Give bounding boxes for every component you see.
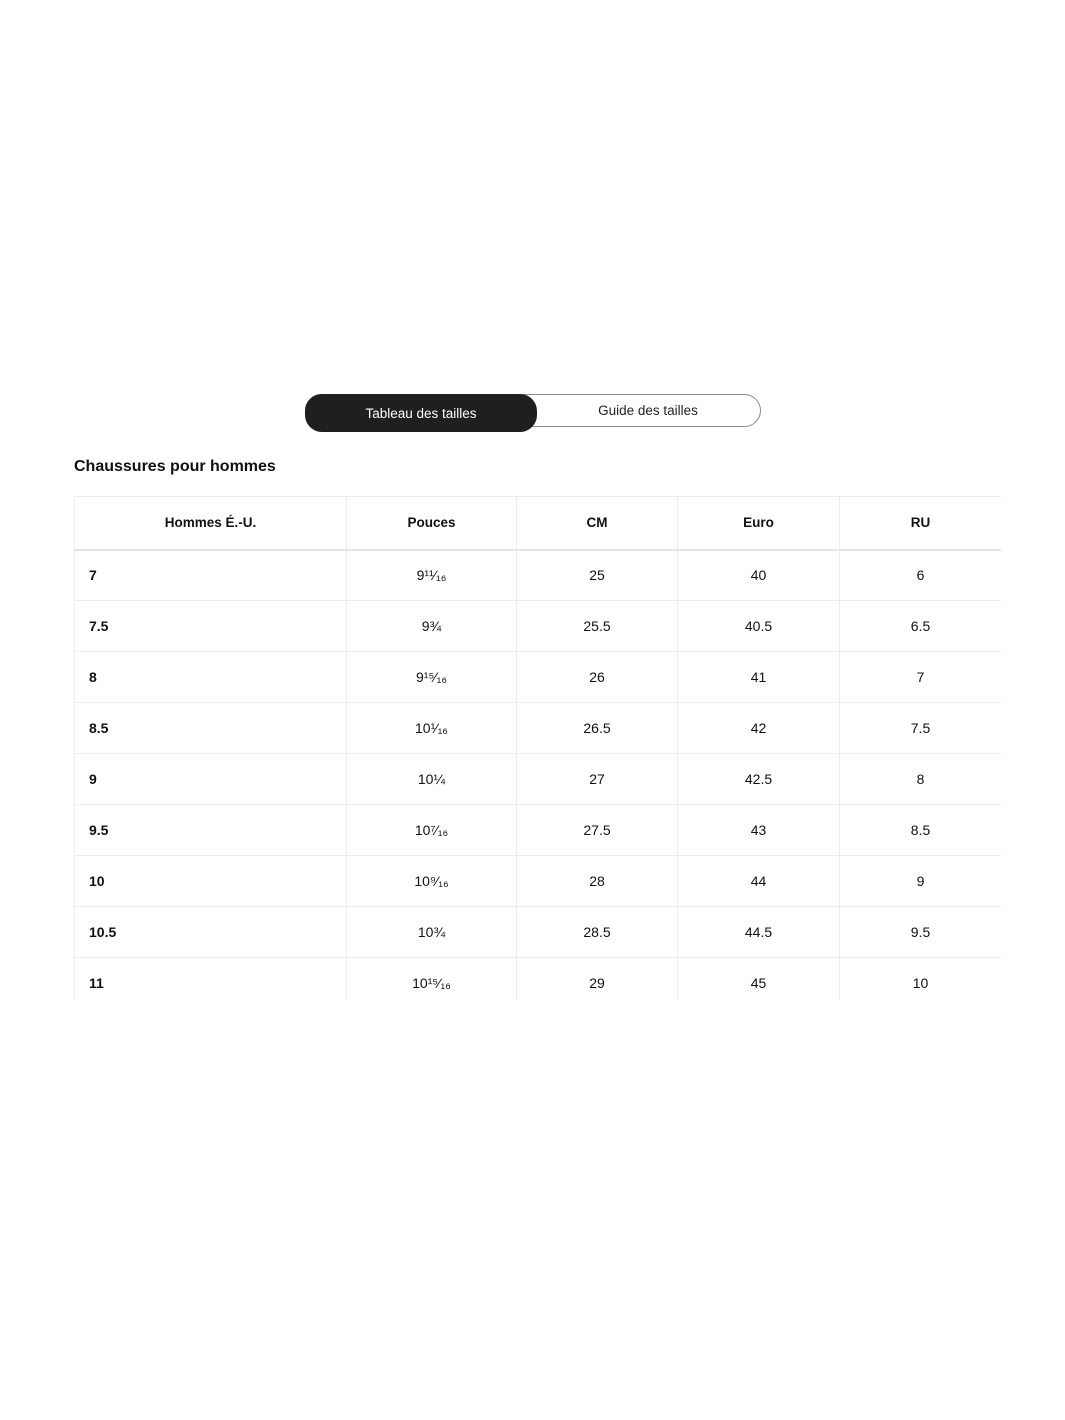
- cell-uk: 7: [840, 652, 1002, 703]
- cell-inches: 9¾: [347, 601, 517, 652]
- cell-inches: 10¹⁵⁄₁₆: [347, 958, 517, 1001]
- cell-inches: 9¹⁵⁄₁₆: [347, 652, 517, 703]
- cell-inches: 10¹⁄₁₆: [347, 703, 517, 754]
- cell-cm: 26: [517, 652, 678, 703]
- cell-euro: 44: [678, 856, 840, 907]
- cell-inches: 10¼: [347, 754, 517, 805]
- cell-euro: 41: [678, 652, 840, 703]
- table-row: [75, 550, 1002, 601]
- tab-size-chart[interactable]: Tableau des tailles: [305, 394, 537, 432]
- cell-euro: 40: [678, 550, 840, 601]
- table-row: [75, 805, 1002, 856]
- cell-us-size: 8: [75, 652, 347, 703]
- header-us-men: Hommes É.-U.: [75, 497, 347, 550]
- cell-euro: 42: [678, 703, 840, 754]
- cell-inches: 10⁷⁄₁₆: [347, 805, 517, 856]
- cell-uk: 6.5: [840, 601, 1002, 652]
- cell-euro: 42.5: [678, 754, 840, 805]
- cell-us-size: 9: [75, 754, 347, 805]
- cell-inches: 10⁹⁄₁₆: [347, 856, 517, 907]
- cell-us-size: 7: [75, 550, 347, 601]
- cell-uk: 8: [840, 754, 1002, 805]
- cell-cm: 29: [517, 958, 678, 1001]
- cell-cm: 27.5: [517, 805, 678, 856]
- table-row: [75, 856, 1002, 907]
- table-row: [75, 703, 1002, 754]
- cell-us-size: 8.5: [75, 703, 347, 754]
- cell-us-size: 7.5: [75, 601, 347, 652]
- cell-cm: 26.5: [517, 703, 678, 754]
- table-header-row: [75, 497, 1002, 550]
- cell-us-size: 10: [75, 856, 347, 907]
- cell-euro: 43: [678, 805, 840, 856]
- cell-uk: 6: [840, 550, 1002, 601]
- size-table: [74, 496, 1001, 1000]
- table-row: [75, 601, 1002, 652]
- table-row: [75, 652, 1002, 703]
- cell-inches: 9¹¹⁄₁₆: [347, 550, 517, 601]
- cell-cm: 28.5: [517, 907, 678, 958]
- tab-size-guide[interactable]: Guide des tailles: [598, 403, 698, 418]
- table-row: [75, 958, 1002, 1001]
- header-uk: RU: [840, 497, 1002, 550]
- cell-us-size: 9.5: [75, 805, 347, 856]
- cell-uk: 7.5: [840, 703, 1002, 754]
- cell-uk: 8.5: [840, 805, 1002, 856]
- cell-inches: 10¾: [347, 907, 517, 958]
- cell-cm: 27: [517, 754, 678, 805]
- cell-euro: 44.5: [678, 907, 840, 958]
- cell-cm: 25: [517, 550, 678, 601]
- cell-uk: 9.5: [840, 907, 1002, 958]
- cell-uk: 9: [840, 856, 1002, 907]
- cell-euro: 45: [678, 958, 840, 1001]
- section-title: Chaussures pour hommes: [74, 458, 276, 475]
- cell-us-size: 10.5: [75, 907, 347, 958]
- header-inches: Pouces: [347, 497, 517, 550]
- cell-euro: 40.5: [678, 601, 840, 652]
- size-table-container[interactable]: [74, 496, 1001, 1000]
- table-row: [75, 754, 1002, 805]
- header-euro: Euro: [678, 497, 840, 550]
- cell-uk: 10: [840, 958, 1002, 1001]
- cell-us-size: 11: [75, 958, 347, 1001]
- cell-cm: 28: [517, 856, 678, 907]
- size-toggle: [305, 394, 761, 432]
- header-cm: CM: [517, 497, 678, 550]
- cell-cm: 25.5: [517, 601, 678, 652]
- table-row: [75, 907, 1002, 958]
